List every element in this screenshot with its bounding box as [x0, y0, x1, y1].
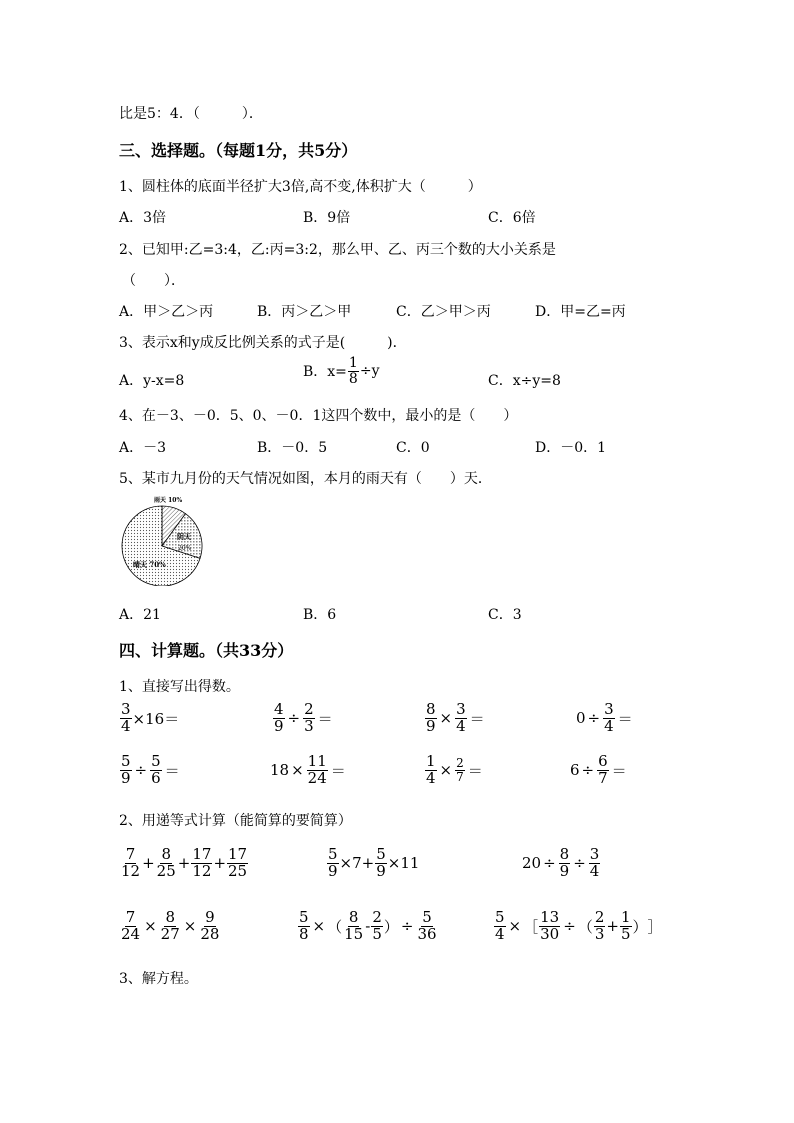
q2-text: 2、已知甲:乙=3:4，乙:丙=3:2，那么甲、乙、丙三个数的大小关系是: [119, 242, 556, 258]
numerator: 7: [125, 845, 136, 863]
q5-option-b: B．6: [303, 607, 337, 623]
fraction: [227, 847, 248, 880]
fraction: [298, 910, 310, 943]
denominator: 4: [604, 716, 614, 735]
numerator: 17: [228, 845, 248, 863]
numerator: 2: [456, 756, 464, 771]
denominator: 12: [121, 861, 141, 880]
denominator: 9: [328, 861, 338, 880]
numerator: 1: [620, 908, 631, 926]
continued-question-text: 比是5：4．（ ）．: [119, 106, 263, 122]
expr-r2-1: [119, 754, 182, 787]
pie-label-rainy: 雨天 10%: [154, 497, 183, 504]
denominator: 25: [228, 861, 248, 880]
fraction: [589, 847, 601, 880]
fraction: [425, 754, 437, 787]
numerator: 11: [307, 752, 327, 770]
fraction: [455, 702, 467, 735]
equals-sign: ＝: [469, 709, 485, 728]
numerator: 2: [372, 908, 382, 926]
q2-option-a: A．甲＞乙＞丙: [119, 304, 214, 320]
denominator: 6: [151, 768, 161, 787]
denominator: 27: [160, 924, 180, 943]
fraction: [120, 702, 132, 735]
divide-sign: ÷: [287, 709, 301, 728]
times-sign: ×: [508, 917, 522, 936]
fraction: [199, 910, 220, 943]
numerator: 5: [299, 908, 309, 926]
denominator: 9: [274, 716, 284, 735]
numerator: 5: [376, 845, 386, 863]
expr-end: ×11: [387, 854, 420, 873]
numerator: 2: [594, 908, 605, 926]
fraction: [455, 757, 465, 783]
times-sign: ×: [312, 917, 326, 936]
numerator: 5: [151, 752, 161, 770]
denominator: 9: [559, 861, 570, 880]
minus-sign: -: [365, 917, 371, 936]
divide-sign: ÷: [400, 917, 414, 936]
left-paren: （: [577, 917, 593, 936]
denominator: 9: [426, 716, 436, 735]
weather-pie-chart: [118, 490, 218, 586]
denominator: 4: [456, 716, 466, 735]
q1-option-c: C．6倍: [488, 210, 536, 226]
denominator: 4: [589, 861, 600, 880]
pie-label-sunny: 晴天 70%: [133, 560, 166, 569]
denominator: 9: [376, 861, 386, 880]
fraction: [559, 847, 571, 880]
fraction: [120, 754, 132, 787]
expr-r1-1: [119, 702, 179, 735]
q1-option-a: A．3倍: [119, 210, 167, 226]
q5-text: 5、某市九月份的天气情况如图，本月的雨天有（ ）天．: [119, 471, 492, 487]
fraction: [371, 910, 383, 943]
q3-option-b: [303, 356, 379, 386]
equals-sign: ＝: [330, 761, 346, 780]
q2-option-c: C．乙＞甲＞丙: [396, 304, 491, 320]
numerator: 8: [348, 908, 359, 926]
numerator: 5: [422, 908, 432, 926]
numerator: 17: [192, 845, 212, 863]
q2-blank: （ ）．: [122, 273, 185, 289]
section-4-title: 四、计算题。（共33分）: [119, 641, 294, 660]
fraction: [597, 754, 609, 787]
plus-sign: +: [177, 854, 191, 873]
part-2-instruction: 2、用递等式计算（能简算的要简算）: [119, 813, 352, 829]
fraction: [375, 847, 387, 880]
fraction: [160, 910, 181, 943]
expr-r2-3: [424, 754, 485, 787]
expr-r2-2: [270, 754, 348, 787]
equals-sign: ＝: [317, 709, 333, 728]
denominator: 8: [348, 370, 358, 387]
denominator: 4: [426, 768, 436, 787]
right-paren: ）: [632, 917, 648, 936]
expr-rest: ×16＝: [132, 709, 180, 728]
denominator: 4: [495, 924, 505, 943]
numerator: 5: [328, 845, 338, 863]
right-bracket: ］: [647, 917, 663, 936]
fraction: [416, 910, 437, 943]
numerator: 7: [125, 908, 136, 926]
numerator: 1: [426, 752, 436, 770]
fraction: [307, 754, 328, 787]
numerator: 8: [161, 845, 171, 863]
times-sign: ×: [183, 917, 197, 936]
equals-sign: ＝: [467, 761, 483, 780]
fraction: [620, 910, 632, 943]
denominator: 9: [121, 768, 131, 787]
numerator: 8: [426, 700, 436, 718]
denominator: 5: [620, 924, 631, 943]
q3-b-prefix: B．x=: [303, 364, 347, 381]
denominator: 36: [417, 924, 437, 943]
denominator: 24: [121, 924, 141, 943]
fraction: [425, 702, 437, 735]
q3-option-c: C．x÷y=8: [488, 373, 561, 389]
expr-mid: ×7+: [339, 854, 375, 873]
q4-option-a: A．－3: [119, 440, 167, 456]
denominator: 3: [304, 716, 314, 735]
denominator: 8: [299, 924, 309, 943]
calc-r2-2: [297, 910, 439, 943]
fraction: [594, 910, 606, 943]
fraction: [273, 702, 285, 735]
expr-r1-3: [424, 702, 487, 735]
fraction: [303, 702, 315, 735]
denominator: 5: [372, 924, 382, 943]
section-3-title: 三、选择题。（每题1分，共5分）: [119, 141, 358, 160]
divide-sign: ÷: [543, 854, 556, 873]
q2-option-b: B．丙＞乙＞甲: [257, 304, 352, 320]
numerator: 3: [121, 700, 131, 718]
q1-option-b: B．9倍: [303, 210, 351, 226]
times-sign: ×: [144, 917, 157, 936]
expr-prefix: 6: [570, 761, 580, 780]
numerator: 13: [540, 908, 560, 926]
fraction: [156, 847, 177, 880]
fraction: [343, 910, 364, 943]
part-3-instruction: 3、解方程。: [119, 971, 198, 987]
times-sign: ×: [439, 709, 453, 728]
divide-sign: ÷: [581, 761, 595, 780]
divide-sign: ÷: [587, 709, 601, 728]
numerator: 8: [559, 845, 570, 863]
expr-prefix: 18: [270, 761, 290, 780]
plus-sign: +: [213, 854, 227, 873]
expr-prefix: 0: [576, 709, 586, 728]
pie-label-cloudy: 阴天: [177, 532, 191, 541]
plus-sign: +: [606, 917, 619, 936]
expr-r1-4: [576, 702, 635, 735]
equals-sign: ＝: [611, 761, 627, 780]
expr-r2-4: [570, 754, 629, 787]
fraction: [150, 754, 162, 787]
q4-option-c: C．0: [396, 440, 430, 456]
q4-option-b: B．－0．5: [257, 440, 328, 456]
divide-sign: ÷: [573, 854, 586, 873]
fraction: [603, 702, 615, 735]
numerator: 9: [205, 908, 215, 926]
denominator: 30: [540, 924, 560, 943]
fraction: [348, 356, 359, 386]
divide-sign: ÷: [563, 917, 576, 936]
left-paren: （: [327, 917, 343, 936]
numerator: 4: [274, 700, 284, 718]
q3-option-a: A．y-x=8: [119, 373, 185, 389]
divide-sign: ÷: [134, 761, 148, 780]
q1-text: 1、圆柱体的底面半径扩大3倍,高不变,体积扩大（ ）: [119, 179, 482, 195]
fraction: [494, 910, 506, 943]
denominator: 4: [121, 716, 131, 735]
denominator: 12: [192, 861, 212, 880]
numerator: 8: [165, 908, 175, 926]
denominator: 24: [307, 768, 327, 787]
numerator: 3: [589, 845, 600, 863]
numerator: 1: [348, 355, 358, 371]
right-paren: ）: [383, 917, 399, 936]
numerator: 5: [121, 752, 131, 770]
equals-sign: ＝: [617, 709, 633, 728]
fraction: [120, 910, 141, 943]
plus-sign: +: [142, 854, 155, 873]
calc-r1-3: [522, 847, 601, 880]
denominator: 28: [200, 924, 220, 943]
denominator: 7: [456, 769, 464, 784]
q5-option-a: A．21: [119, 607, 161, 623]
fraction: [327, 847, 339, 880]
denominator: 15: [344, 924, 364, 943]
calc-r1-1: [119, 847, 249, 880]
q4-text: 4、在－3、－0．5、0、－0．1这四个数中，最小的是（ ）: [119, 408, 518, 424]
calc-r2-3: [493, 910, 663, 943]
denominator: 7: [598, 768, 608, 787]
equals-sign: ＝: [164, 761, 180, 780]
q3-text: 3、表示x和y成反比例关系的式子是( )．: [119, 335, 407, 351]
times-sign: ×: [439, 761, 453, 780]
left-bracket: ［: [523, 917, 539, 936]
numerator: 5: [495, 908, 505, 926]
calc-r2-1: [119, 910, 221, 943]
fraction: [539, 910, 560, 943]
denominator: 25: [156, 861, 176, 880]
part-1-instruction: 1、直接写出得数。: [119, 679, 240, 695]
numerator: 6: [598, 752, 608, 770]
expr-r1-2: [272, 702, 335, 735]
q3-b-suffix: ÷y: [359, 363, 380, 380]
numerator: 3: [456, 700, 466, 718]
q4-option-d: D．－0．1: [535, 440, 607, 456]
q5-option-c: C．3: [488, 607, 522, 623]
expr-prefix: 20: [522, 854, 542, 873]
fraction: [191, 847, 212, 880]
numerator: 3: [604, 700, 614, 718]
calc-r1-2: [326, 847, 419, 880]
numerator: 2: [304, 700, 314, 718]
denominator: 3: [594, 924, 605, 943]
pie-label-cloudy-percent: 20%: [178, 545, 192, 552]
q2-option-d: D．甲=乙=丙: [535, 304, 626, 320]
times-sign: ×: [291, 761, 304, 780]
fraction: [120, 847, 141, 880]
